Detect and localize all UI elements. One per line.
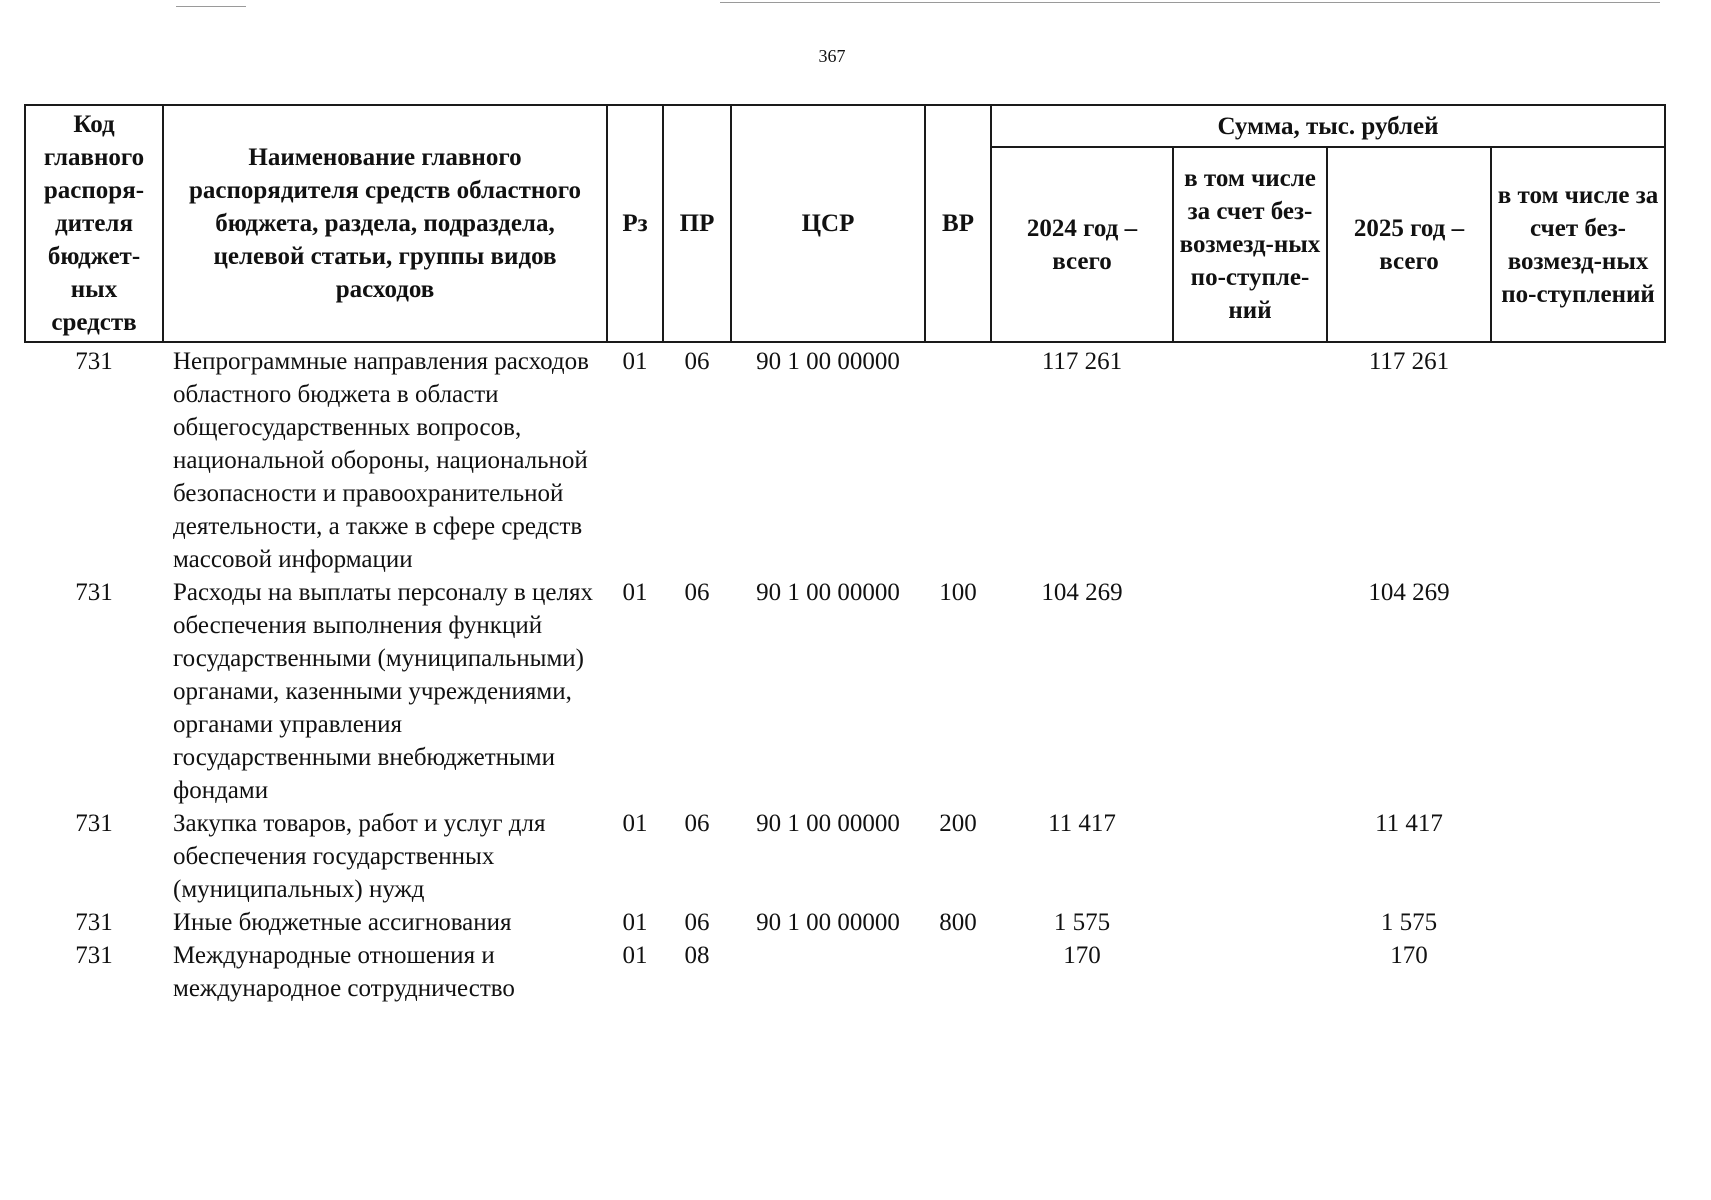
- cell-csr: 90 1 00 00000: [756, 810, 900, 837]
- budget-table: [24, 104, 1666, 1005]
- cell-pr: 06: [684, 579, 710, 606]
- cell-code: 731: [75, 810, 113, 837]
- header-name: Наименование главного распорядителя средств областного бюджета, раздела, подраздела, целевой статьи, группы видов расходов: [163, 105, 607, 342]
- cell-vr: [925, 345, 991, 576]
- cell-2025-total: 117 261: [1368, 348, 1450, 375]
- cell-2024-grants: [1173, 939, 1327, 1005]
- cell-name: Расходы на выплаты персоналу в целях обеспечения выполнения функций государственными (муниципальными) органами, казенными учреждениями, органами управления государственными внебюджетными фондами: [173, 579, 593, 804]
- cell-2024-grants: [1173, 807, 1327, 906]
- header-row-1: [25, 105, 1665, 147]
- table-row: [25, 345, 1665, 576]
- header-pr: ПР: [663, 105, 731, 342]
- cell-code: 731: [75, 348, 113, 375]
- cell-csr: 90 1 00 00000: [756, 348, 900, 375]
- cell-csr: 90 1 00 00000: [756, 579, 900, 606]
- cell-csr: 90 1 00 00000: [756, 909, 900, 936]
- table-body: [25, 342, 1665, 1005]
- cell-2024-total: 104 269: [1041, 579, 1123, 606]
- cell-2024-total: 170: [1063, 942, 1101, 969]
- cell-vr: [925, 939, 991, 1005]
- cell-2025-grants: [1491, 906, 1665, 939]
- cell-code: 731: [75, 942, 113, 969]
- header-2024-grants: в том числе за счет без-возмезд-ных по-ступле-ний: [1173, 147, 1327, 342]
- cell-2025-grants: [1491, 345, 1665, 576]
- table-row: [25, 807, 1665, 906]
- cell-pr: 06: [684, 810, 710, 837]
- cell-name: Непрограммные направления расходов областного бюджета в области общегосударственных вопросов, национальной обороны, национальной безопасности и правоохранительной деятельности, а также в сфере средств массовой информации: [173, 348, 589, 573]
- header-2025-grants: в том числе за счет без-возмезд-ных по-ступлений: [1491, 147, 1665, 342]
- cell-2025-total: 1 575: [1380, 909, 1438, 936]
- scan-edge-line-right: [720, 2, 1660, 3]
- header-code: Код главного распоря-дителя бюджет-ных средств: [25, 105, 163, 342]
- cell-vr: 200: [939, 810, 977, 837]
- cell-2024-grants: [1173, 345, 1327, 576]
- cell-rz: 01: [622, 579, 648, 606]
- cell-rz: 01: [622, 348, 648, 375]
- cell-name: Закупка товаров, работ и услуг для обеспечения государственных (муниципальных) нужд: [173, 810, 546, 903]
- cell-2024-total: 117 261: [1041, 348, 1123, 375]
- cell-name: Международные отношения и международное сотрудничество: [173, 942, 515, 1002]
- cell-2025-grants: [1491, 576, 1665, 807]
- cell-2024-grants: [1173, 576, 1327, 807]
- header-vr: ВР: [925, 105, 991, 342]
- cell-2025-total: 104 269: [1368, 579, 1450, 606]
- cell-rz: 01: [622, 810, 648, 837]
- cell-2025-grants: [1491, 807, 1665, 906]
- header-2025-total: 2025 год – всего: [1327, 147, 1491, 342]
- cell-pr: 06: [684, 348, 710, 375]
- cell-2025-grants: [1491, 939, 1665, 1005]
- cell-2024-grants: [1173, 906, 1327, 939]
- cell-name: Иные бюджетные ассигнования: [173, 909, 512, 936]
- page-number: 367: [818, 46, 846, 66]
- cell-2024-total: 11 417: [1048, 810, 1116, 837]
- cell-csr: [731, 939, 925, 1005]
- cell-2024-total: 1 575: [1053, 909, 1111, 936]
- header-csr: ЦСР: [731, 105, 925, 342]
- header-rz: Рз: [607, 105, 663, 342]
- cell-rz: 01: [622, 909, 648, 936]
- scan-edge-line-left: [176, 6, 246, 7]
- table-row: [25, 906, 1665, 939]
- cell-code: 731: [75, 909, 113, 936]
- table-header: [25, 105, 1665, 342]
- cell-code: 731: [75, 579, 113, 606]
- cell-2025-total: 11 417: [1375, 810, 1443, 837]
- header-sum-group: Сумма, тыс. рублей: [991, 105, 1665, 147]
- table-row: [25, 576, 1665, 807]
- cell-2025-total: 170: [1390, 942, 1428, 969]
- header-2024-total: 2024 год – всего: [991, 147, 1173, 342]
- cell-vr: 100: [939, 579, 977, 606]
- cell-pr: 06: [684, 909, 710, 936]
- cell-rz: 01: [622, 942, 648, 969]
- table-row: [25, 939, 1665, 1005]
- cell-pr: 08: [684, 942, 710, 969]
- cell-vr: 800: [939, 909, 977, 936]
